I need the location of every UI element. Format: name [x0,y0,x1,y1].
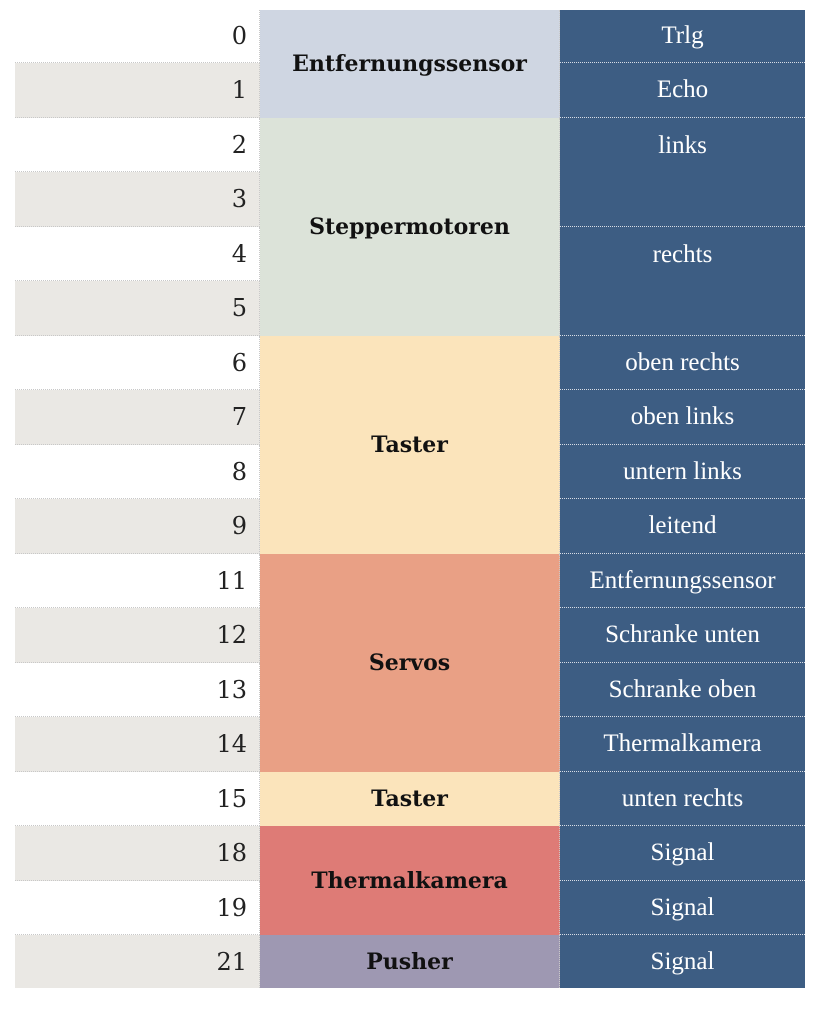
group-label: Steppermotoren [260,118,560,336]
pin-number: 19 [15,881,260,935]
signal-label: unten rechts [560,772,805,826]
signal-label: oben rechts [560,336,805,390]
pin-number: 0 [15,10,260,63]
pin-number: 21 [15,935,260,988]
signal-label: leitend [560,499,805,554]
signal-label: Signal [560,881,805,935]
signal-label: oben links [560,390,805,445]
pin-number: 1 [15,63,260,118]
group-label: Servos [260,554,560,772]
group-label: Thermalkamera [260,826,560,935]
pin-number: 3 [15,172,260,227]
signal-label: Thermalkamera [560,717,805,772]
signal-label: Signal [560,935,805,988]
pin-number: 13 [15,663,260,717]
signal-label: untern links [560,445,805,499]
pin-number: 14 [15,717,260,772]
signal-label: Trlg [560,10,805,63]
signal-label: rechts [560,227,805,336]
pin-number: 12 [15,608,260,663]
pin-number: 7 [15,390,260,445]
pin-number: 6 [15,336,260,390]
group-label: Pusher [260,935,560,988]
signal-label: Schranke oben [560,663,805,717]
group-label: Taster [260,772,560,826]
pin-number: 18 [15,826,260,881]
pin-number: 9 [15,499,260,554]
pin-number: 11 [15,554,260,608]
pin-number: 4 [15,227,260,281]
signal-label: Schranke unten [560,608,805,663]
group-label: Entfernungssensor [260,10,560,118]
pin-number: 8 [15,445,260,499]
signal-label: Signal [560,826,805,881]
signal-label: Echo [560,63,805,118]
signal-label: Entfernungssensor [560,554,805,608]
group-label: Taster [260,336,560,554]
pin-number: 15 [15,772,260,826]
signal-label: links [560,118,805,227]
pin-number: 2 [15,118,260,172]
pin-number: 5 [15,281,260,336]
pin-assignment-table [15,10,805,988]
